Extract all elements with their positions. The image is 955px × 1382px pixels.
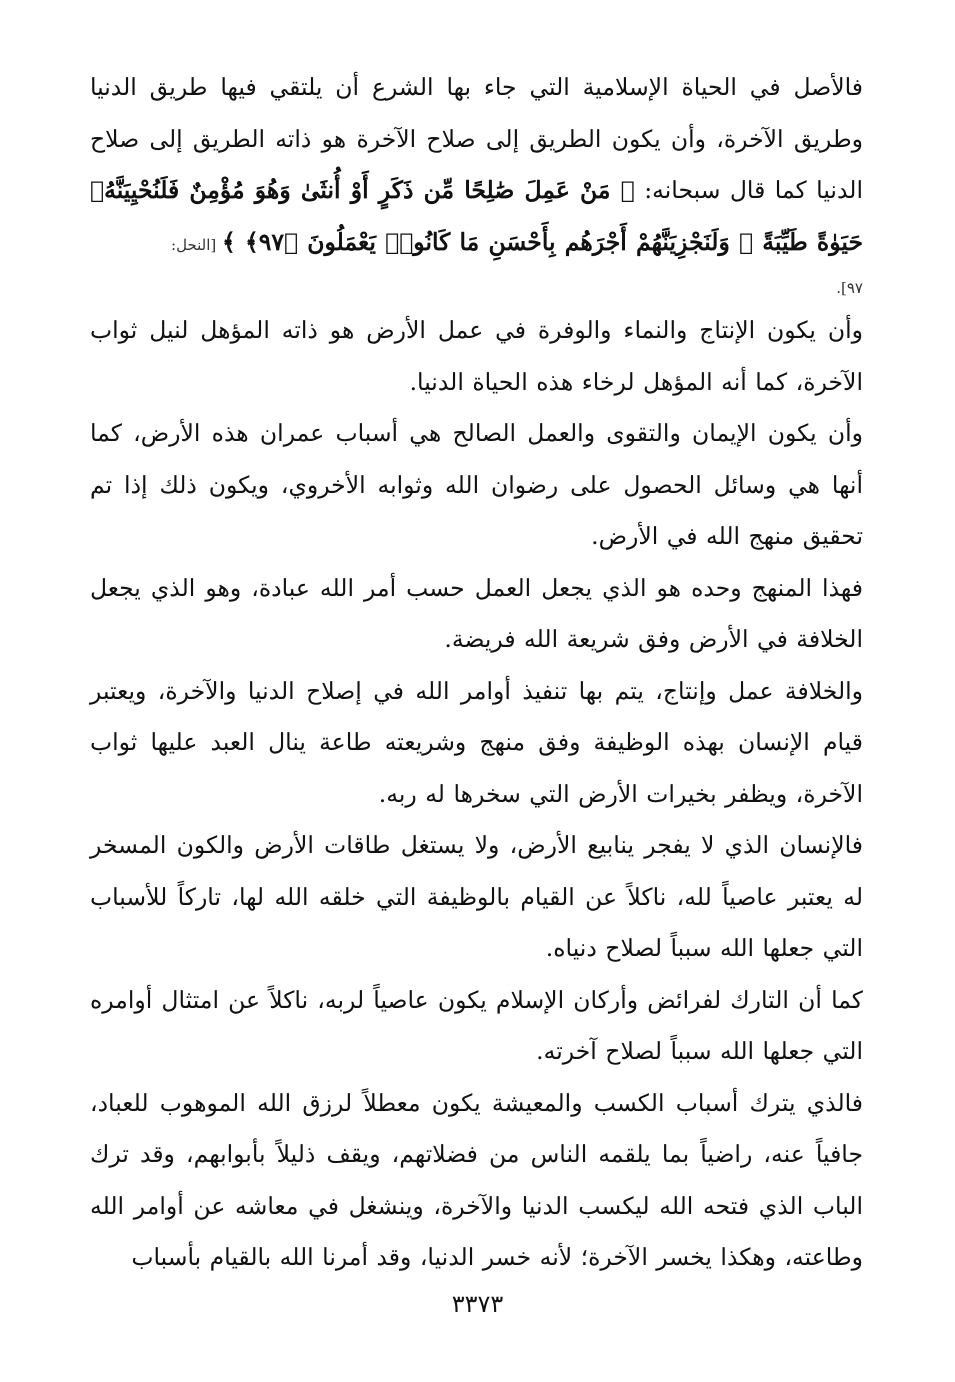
page-body — [90, 62, 863, 1284]
quran-verse: ﴿ مَنْ عَمِلَ صَٰلِحًا مِّن ذَكَرٍ أَوْ أُنثَىٰ وَهُوَ مُؤْمِنٌ فَلَنُحْيِيَنَّهُۥ حَيَوٰةً طَيِّبَةً ۖ وَلَنَجْزِيَنَّهُمْ أَجْرَهُم بِأَحْسَنِ مَا كَانُوا۟ يَعْمَلُونَ ﴿٩٧﴾ ﴾ — [90, 176, 863, 256]
verse-reference-end: ٩٧]. — [836, 279, 863, 297]
paragraph-7: كما أن التارك لفرائض وأركان الإسلام يكون عاصياً لربه، ناكلاً عن امتثال أوامره التي جعلها الله سبباً لصلاح آخرته. — [90, 985, 863, 1065]
page-number: ٣٣٧٣ — [451, 1290, 504, 1318]
paragraph-5: والخلافة عمل وإنتاج، يتم بها تنفيذ أوامر الله في إصلاح الدنيا والآخرة، ويعتبر قيام الإنسان بهذه الوظيفة وفق منهج وشريعته طاعة ينال العبد عليها ثواب الآخرة، ويظفر بخيرات الأرض التي سخرها له ربه. — [90, 676, 863, 808]
paragraph-3: وأن يكون الإيمان والتقوى والعمل الصالح هي أسباب عمران هذه الأرض، كما أنها هي وسائل الحصول على رضوان الله وثوابه الأخروي، ويكون ذلك إذا تم تحقيق منهج الله في الأرض. — [90, 419, 863, 550]
paragraph-2: وأن يكون الإنتاج والنماء والوفرة في عمل الأرض هو ذاته المؤهل لنيل ثواب الآخرة، كما أنه المؤهل لرخاء هذه الحياة الدنيا. — [90, 316, 863, 396]
paragraph-8: فالذي يترك أسباب الكسب والمعيشة يكون معطلاً لرزق الله الموهوب للعباد، جافياً عنه، راضياً بما يلقمه الناس من فضلاتهم، ويقف ذليلاً بأبوابهم، وقد ترك الباب الذي فتحه الله ليكسب الدنيا والآخرة، وينشغل في معاشه عن أوامر الله وطاعته، وهكذا يخسر الآخرة؛ لأنه خسر الدنيا، وقد أمرنا الله بالقيام بأسباب — [90, 1088, 863, 1271]
verse-reference-start: [النحل: — [171, 235, 223, 254]
paragraph-1-text: فالأصل في الحياة الإسلامية التي جاء بها الشرع أن يلتقي فيها طريق الدنيا وطريق الآخرة، وأن يكون الطريق إلى صلاح الآخرة هو ذاته الطريق إلى صلاح الدنيا كما قال سبحانه: — [90, 73, 863, 204]
paragraph-6: فالإنسان الذي لا يفجر ينابيع الأرض، ولا يستغل طاقات الأرض والكون المسخر له يعتبر عاصياً لله، ناكلاً عن القيام بالوظيفة التي خلقه الله لها، تاركاً للأسباب التي جعلها الله سبباً لصلاح دنياه. — [90, 831, 863, 962]
paragraph-1 — [90, 62, 863, 271]
paragraph-4: فهذا المنهج وحده هو الذي يجعل العمل حسب أمر الله عبادة، وهو الذي يجعل الخلافة في الأرض وفق شريعة الله فريضة. — [90, 573, 863, 653]
